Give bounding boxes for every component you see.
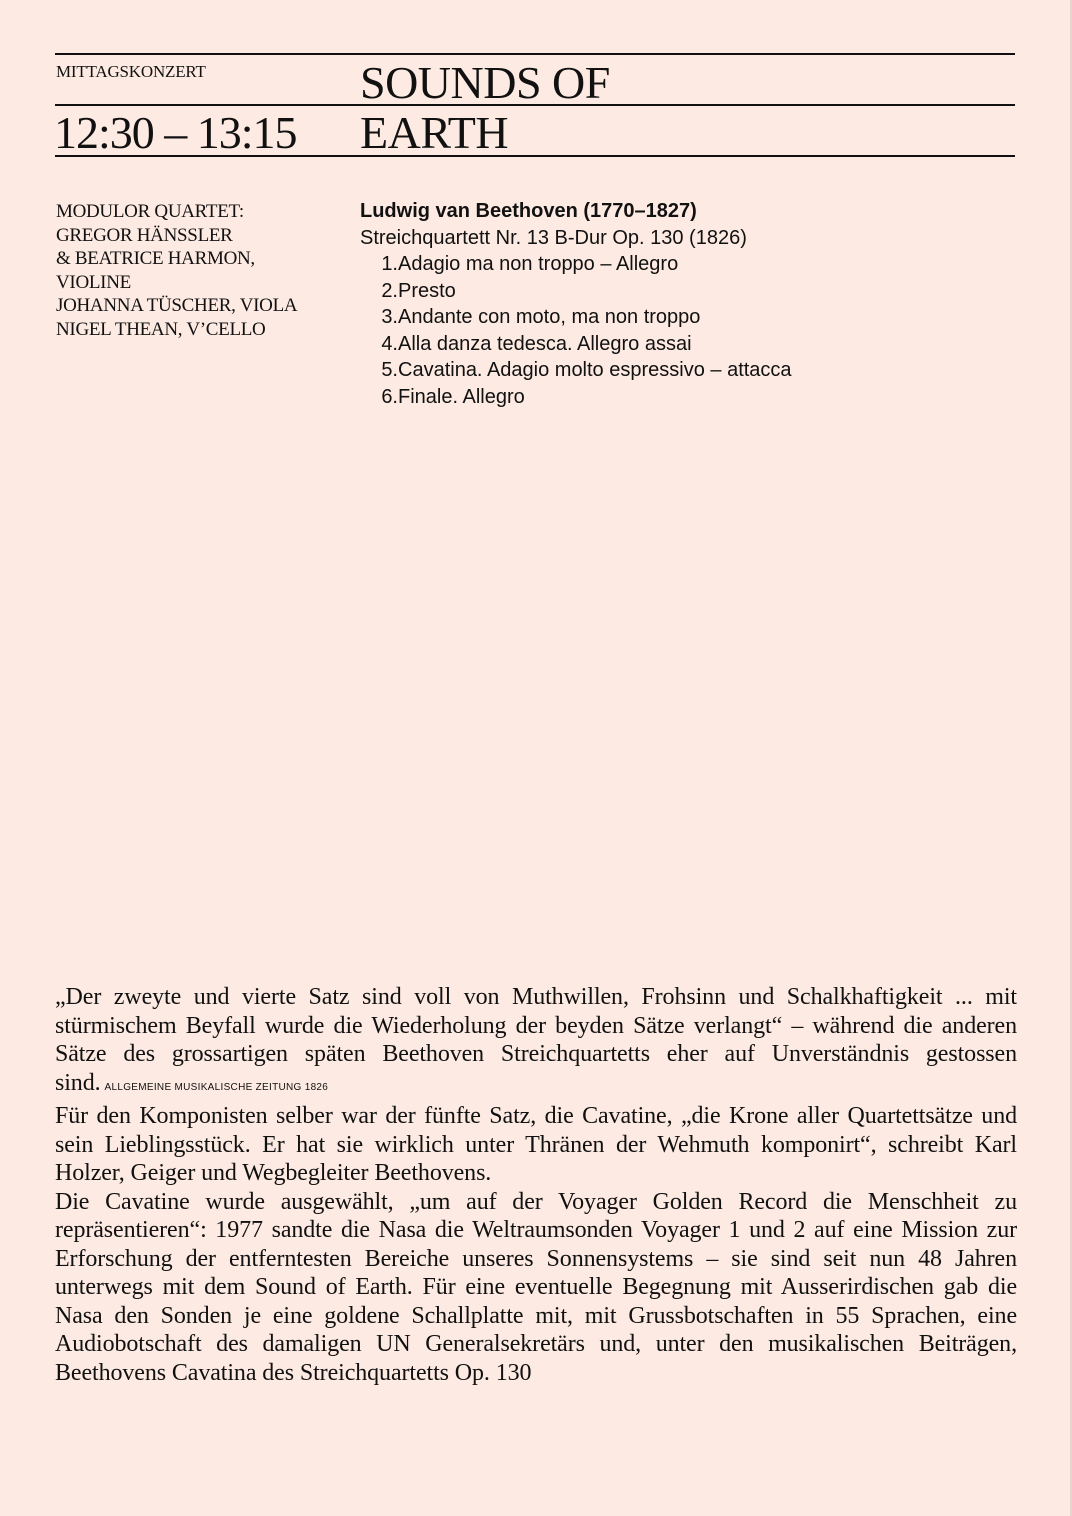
performer-line: MODULOR QUARTET: bbox=[56, 201, 244, 222]
movement-list bbox=[360, 251, 1000, 410]
performer-line: JOHANNA TÜSCHER, VIOLA bbox=[56, 295, 298, 316]
movement-item bbox=[360, 278, 1000, 305]
movement-title: Alla danza tedesca. Allegro assai bbox=[398, 332, 692, 355]
movement-number: 2. bbox=[381, 279, 398, 302]
movement-item bbox=[360, 357, 1000, 384]
movement-number: 5. bbox=[381, 359, 398, 381]
header-rule-top bbox=[55, 53, 1015, 55]
performer-line: & BEATRICE HARMON, bbox=[56, 248, 255, 269]
movement-number: 4. bbox=[381, 332, 398, 355]
movement-number: 1. bbox=[381, 253, 398, 275]
event-type-label: MITTAGSKONZERT bbox=[56, 62, 206, 81]
title-line-1: SOUNDS OF bbox=[360, 57, 610, 108]
performer-line: GREGOR HÄNSSLER bbox=[56, 224, 233, 246]
concert-time: 12:30 – 13:15 bbox=[54, 107, 297, 158]
movement-title: Presto bbox=[398, 279, 456, 302]
composer-name: Ludwig van Beethoven (1770–1827) bbox=[360, 200, 697, 222]
notes-paragraph-3: Die Cavatine wurde ausgewählt, „um auf der Voyager Golden Record die Menschheit zu repräsentieren“: 1977 sandte die Nasa die Weltraumsonden Voyager 1 und 2 auf eine Mission zur Erforschung der entferntesten Bereiche unseres Sonnensystems – sie sind seit nun 48 Jahren unterwegs mit dem Sound of Earth. Für eine eventuelle Begegnung mit Ausserirdischen gab die Nasa den Sonden je eine goldene Schallplatte mit, mit Grussbotschaften in 55 Sprachen, eine Audiobotschaft des damaligen UN Generalsekretärs und, unter den musikalischen Beiträgen, Beethovens Cavatina des Streichquartetts Op. 130 bbox=[55, 1188, 1017, 1386]
title-line-2: EARTH bbox=[360, 107, 509, 158]
movement-item bbox=[360, 331, 1000, 358]
program-notes bbox=[55, 983, 1017, 1387]
work-title: Streichquartett Nr. 13 B-Dur Op. 130 (1826) bbox=[360, 226, 747, 249]
movement-item bbox=[360, 251, 1000, 278]
movement-number: 3. bbox=[381, 306, 398, 328]
movement-title: Finale. Allegro bbox=[398, 385, 525, 408]
movement-item bbox=[360, 304, 1000, 331]
movement-title: Adagio ma non troppo – Allegro bbox=[398, 253, 679, 275]
performer-line: VIOLINE bbox=[56, 271, 131, 293]
program-block bbox=[360, 198, 1000, 410]
quote-paragraph bbox=[55, 983, 1017, 1102]
performers-list bbox=[56, 200, 346, 341]
movement-item bbox=[360, 384, 1000, 411]
movement-title: Cavatina. Adagio molto espressivo – attacca bbox=[398, 359, 792, 381]
notes-paragraph-2: Für den Komponisten selber war der fünfte Satz, die Cavatine, „die Krone aller Quartettsätze und sein Lieblingsstück. Er hat sie wirklich unter Thränen der Wehmuth komponirt“, schreibt Karl Holzer, Geiger und Wegbegleiter Beethovens. bbox=[55, 1103, 1017, 1186]
performer-line: NIGEL THEAN, V’CELLO bbox=[56, 318, 266, 340]
movement-number: 6. bbox=[381, 385, 398, 408]
quote-text: „Der zweyte und vierte Satz sind voll von Muthwillen, Frohsinn und Schalkhaftigkeit ... mit stürmischem Beyfall wurde die Wiederholung der beyden Sätze verlangt“ – während die anderen Sätze des grossartigen späten Beethoven Streichquartetts eher auf Unverständnis gestossen sind. bbox=[55, 984, 1017, 1096]
movement-title: Andante con moto, ma non troppo bbox=[398, 306, 701, 328]
quote-source: ALLGEMEINE MUSIKALISCHE ZEITUNG 1826 bbox=[104, 1081, 329, 1093]
